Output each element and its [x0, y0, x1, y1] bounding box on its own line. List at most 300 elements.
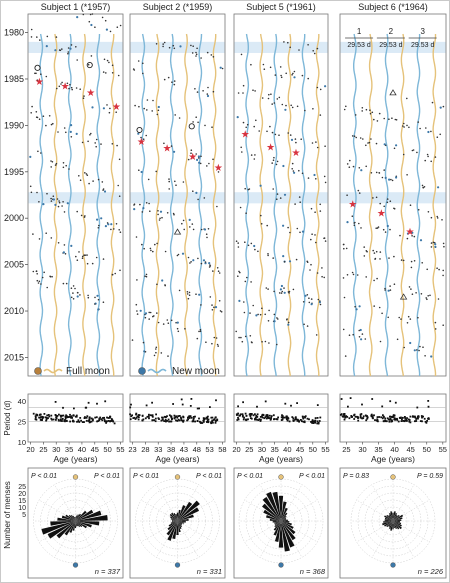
menses-dot [299, 196, 301, 198]
menses-dot [425, 297, 427, 299]
period-point [161, 417, 163, 419]
menses-dot [43, 115, 45, 117]
menses-dot [158, 322, 160, 324]
p-value-left: P < 0.01 [31, 473, 58, 480]
menses-dot [97, 308, 99, 310]
period-point [101, 419, 103, 421]
menses-dot [272, 132, 274, 134]
menses-dot [252, 89, 254, 91]
panel-title: Subject 5 (*1961) [246, 2, 316, 12]
menses-dot [179, 45, 181, 47]
period-point [281, 419, 283, 421]
menses-dot [443, 106, 445, 108]
period-tick-label: 25 [17, 417, 26, 427]
menses-dot [397, 339, 399, 341]
period-point [269, 417, 271, 419]
menses-dot [251, 341, 253, 343]
menses-dot [422, 346, 424, 348]
period-point [300, 419, 302, 421]
period-point [237, 405, 239, 407]
menses-dot [189, 226, 191, 228]
menses-dot [345, 355, 347, 357]
menses-dot [268, 310, 270, 312]
menses-dot [56, 36, 58, 38]
menses-dot [314, 53, 316, 55]
period-point [55, 401, 57, 403]
period-point [380, 416, 382, 418]
menses-dot [278, 134, 280, 136]
period-point [148, 416, 150, 418]
menses-dot [343, 277, 345, 279]
period-point [250, 417, 252, 419]
menses-dot [272, 188, 274, 190]
age-axis-label: Age (years) [155, 454, 200, 464]
menses-dot [289, 291, 291, 293]
menses-dot [89, 21, 91, 23]
age-tick-label: 40 [283, 445, 292, 454]
period-point [396, 419, 398, 421]
menses-dot [361, 110, 363, 112]
period-point [138, 414, 140, 416]
period-point [129, 413, 131, 415]
menses-dot [179, 117, 181, 119]
menses-dot [119, 270, 121, 272]
period-point [191, 417, 193, 419]
menses-dot [310, 239, 312, 241]
menses-dot [430, 355, 432, 357]
menses-dot [212, 159, 214, 161]
period-point [406, 417, 408, 419]
menses-dot [419, 346, 421, 348]
menses-dot [112, 143, 114, 145]
menses-dot [213, 307, 215, 309]
menses-dot [75, 46, 77, 48]
age-axis-label: Age (years) [53, 454, 98, 464]
menses-dot [424, 160, 426, 162]
menses-dot [373, 305, 375, 307]
menses-dot [143, 342, 145, 344]
menses-dot [189, 219, 191, 221]
period-point [302, 416, 304, 418]
menses-dot [187, 291, 189, 293]
menses-dot [356, 308, 358, 310]
menses-dot [217, 344, 219, 346]
period-point [427, 400, 429, 402]
menses-dot [282, 104, 284, 106]
period-point [146, 405, 148, 407]
period-point [344, 417, 346, 419]
year-tick-label: 2015 [3, 352, 24, 363]
menses-dot [71, 136, 73, 138]
panel-title: Subject 2 (*1959) [142, 2, 213, 12]
period-point [193, 418, 195, 420]
menses-dot [343, 329, 345, 331]
menses-dot [390, 200, 392, 202]
period-point [269, 415, 271, 417]
menses-dot [211, 304, 213, 306]
menses-dot [63, 162, 65, 164]
new-moon-marker [279, 563, 284, 568]
period-point [304, 417, 306, 419]
menses-dot [280, 66, 282, 68]
menses-dot [292, 107, 294, 109]
period-point [78, 419, 80, 421]
menses-dot [156, 284, 158, 286]
menses-dot [273, 291, 275, 293]
menses-dot [352, 215, 354, 217]
menses-dot [362, 333, 364, 335]
menses-dot [88, 64, 90, 66]
period-point [152, 416, 154, 418]
menses-dot [292, 163, 294, 165]
menses-dot [276, 344, 278, 346]
menses-dot [83, 97, 85, 99]
menses-dot [403, 123, 405, 125]
period-point [36, 419, 38, 421]
raster-panels [4, 2, 446, 377]
menses-dot [384, 289, 386, 291]
menses-dot [168, 188, 170, 190]
menses-dot [200, 331, 202, 333]
period-point [215, 416, 217, 418]
menses-dot [281, 292, 283, 294]
menses-dot [46, 45, 48, 47]
period-point [378, 416, 380, 418]
menses-dot [56, 88, 58, 90]
menses-dot [376, 278, 378, 280]
menses-dot [30, 112, 32, 114]
menses-dot [254, 154, 256, 156]
menses-dot [112, 72, 114, 74]
new-moon-marker [73, 563, 78, 568]
menses-dot [440, 107, 442, 109]
menses-dot [182, 253, 184, 255]
menses-dot [82, 257, 84, 259]
period-point [148, 414, 150, 416]
menses-dot [61, 205, 63, 207]
menses-dot [63, 251, 65, 253]
period-point [181, 399, 183, 401]
menses-dot [141, 244, 143, 246]
menses-dot [40, 73, 42, 75]
menses-dot [359, 305, 361, 307]
period-point [415, 420, 417, 422]
menses-dot [114, 273, 116, 275]
menses-dot [308, 297, 310, 299]
period-point [213, 419, 215, 421]
period-point [315, 417, 317, 419]
period-point [152, 414, 154, 416]
menses-dot [145, 351, 147, 353]
menses-dot [420, 239, 422, 241]
menses-dot [39, 118, 41, 120]
menses-dot [438, 298, 440, 300]
menses-dot [325, 240, 327, 242]
menses-dot [45, 125, 47, 127]
period-tick-label: 10 [17, 438, 26, 447]
menses-dot [236, 240, 238, 242]
menses-dot [242, 341, 244, 343]
menses-dot [238, 246, 240, 248]
period-point [402, 417, 404, 419]
menses-dot [286, 319, 288, 321]
full-moon-marker [279, 475, 284, 480]
menses-dot [273, 157, 275, 159]
menses-dot [137, 313, 139, 315]
period-point [142, 420, 144, 422]
menses-dot [302, 75, 304, 77]
menses-dot [249, 312, 251, 314]
menses-dot [211, 343, 213, 345]
menses-dot [71, 87, 73, 89]
menses-dot [57, 131, 59, 133]
menses-dot [352, 135, 354, 137]
menses-dot [168, 77, 170, 79]
menses-dot [319, 204, 321, 206]
period-point [382, 417, 384, 419]
menses-dot [354, 222, 356, 224]
menses-dot [42, 203, 44, 205]
menses-dot [136, 236, 138, 238]
menses-dot [192, 223, 194, 225]
period-point [96, 403, 98, 405]
menses-dot [384, 288, 386, 290]
menses-dot [118, 229, 120, 231]
menses-dot [56, 163, 58, 165]
menses-dot [63, 167, 65, 169]
cycle-header: 1 [356, 27, 362, 36]
menses-dot [47, 36, 49, 38]
period-point [210, 417, 212, 419]
menses-dot [91, 106, 93, 108]
period-point [341, 413, 343, 415]
menses-dot [207, 87, 209, 89]
period-point [277, 419, 279, 421]
menses-dot [360, 338, 362, 340]
menses-dot [164, 79, 166, 81]
period-point [97, 420, 99, 422]
menses-dot [401, 259, 403, 261]
menses-dot [70, 245, 72, 247]
menses-dot [391, 117, 393, 119]
period-point [418, 415, 420, 417]
menses-dot [362, 138, 364, 140]
period-point [42, 417, 44, 419]
menses-dot [202, 90, 204, 92]
menses-dot [174, 48, 176, 50]
menses-dot [407, 322, 409, 324]
menses-dot [428, 211, 430, 213]
menses-dot [267, 253, 269, 255]
period-point [33, 413, 35, 415]
menses-dot [247, 124, 249, 126]
star-marker: ★ [348, 199, 358, 211]
menses-dot [374, 258, 376, 260]
menses-dot [367, 142, 369, 144]
age-tick-label: 45 [406, 445, 415, 454]
year-tick-label: 2010 [3, 306, 24, 317]
menses-dot [287, 132, 289, 134]
menses-dot [273, 159, 275, 161]
menses-dot [422, 187, 424, 189]
menses-dot [58, 206, 60, 208]
menses-dot [46, 287, 48, 289]
menses-dot [294, 203, 296, 205]
menses-dot [34, 73, 36, 75]
menses-dot [365, 145, 367, 147]
cycle-period: 29.53 d [347, 42, 371, 49]
new-moon-swatch [139, 368, 146, 375]
menses-dot [418, 350, 420, 352]
menses-dot [314, 234, 316, 236]
age-tick-label: 50 [308, 445, 317, 454]
period-point [319, 420, 321, 422]
period-point [91, 418, 93, 420]
menses-dot [300, 138, 302, 140]
menses-dot [90, 14, 92, 16]
menses-dot [374, 252, 376, 254]
menses-dot [36, 273, 38, 275]
menses-dot [388, 118, 390, 120]
menses-dot [293, 172, 295, 174]
menses-dot [260, 215, 262, 217]
menses-dot [266, 225, 268, 227]
period-point [265, 415, 267, 417]
menses-dot [317, 272, 319, 274]
menses-dot [152, 100, 154, 102]
menses-dot [381, 313, 383, 315]
menses-dot [146, 274, 148, 276]
period-point [238, 419, 240, 421]
menses-dot [281, 285, 283, 287]
age-tick-label: 58 [218, 445, 227, 454]
period-point [208, 419, 210, 421]
age-axis-label: Age (years) [259, 454, 303, 464]
cycle-period: 29.53 d [379, 42, 403, 49]
menses-dot [359, 192, 361, 194]
age-tick-label: 23 [128, 445, 137, 454]
menses-dot [439, 134, 441, 136]
period-point [86, 420, 88, 422]
menses-dot [434, 246, 436, 248]
menses-dot [376, 172, 378, 174]
menses-dot [370, 113, 372, 115]
period-point [161, 420, 163, 422]
menses-dot [421, 293, 423, 295]
period-point [171, 418, 173, 420]
menses-dot [68, 168, 70, 170]
menses-dot [317, 147, 319, 149]
menses-dot [282, 165, 284, 167]
period-point [171, 421, 173, 423]
menses-dot [201, 229, 203, 231]
period-point [365, 419, 367, 421]
menses-dot [109, 108, 111, 110]
menses-dot [369, 109, 371, 111]
menses-dot [156, 347, 158, 349]
menses-dot [103, 107, 105, 109]
period-point [58, 414, 60, 416]
menses-dot [145, 312, 147, 314]
menses-dot [61, 48, 63, 50]
menses-dot [86, 173, 88, 175]
menses-dot [212, 309, 214, 311]
period-point [273, 418, 275, 420]
menses-dot [434, 243, 436, 245]
period-point [46, 417, 48, 419]
menses-dot [394, 148, 396, 150]
menses-dot [352, 272, 354, 274]
menses-dot [366, 250, 368, 252]
menses-dot [406, 174, 408, 176]
menses-dot [308, 177, 310, 179]
menses-dot [412, 293, 414, 295]
menses-dot [243, 122, 245, 124]
period-point [69, 421, 71, 423]
menses-dot [270, 67, 272, 69]
menses-dot [67, 53, 69, 55]
menses-dot [120, 231, 122, 233]
period-point [163, 420, 165, 422]
period-point [46, 415, 48, 417]
menses-dot [240, 337, 242, 339]
period-point [170, 417, 172, 419]
menses-dot [244, 312, 246, 314]
age-tick-label: 20 [232, 445, 241, 454]
menses-dot [46, 193, 48, 195]
menses-dot [427, 131, 429, 133]
menses-dot [165, 251, 167, 253]
menses-dot [218, 270, 220, 272]
menses-dot [299, 232, 301, 234]
rose-tick-label: 15 [18, 498, 26, 505]
menses-dot [71, 287, 73, 289]
menses-dot [293, 76, 295, 78]
menses-dot [360, 169, 362, 171]
menses-dot [380, 341, 382, 343]
menses-dot [279, 97, 281, 99]
menses-dot [389, 285, 391, 287]
star-marker: ★ [60, 81, 70, 93]
menses-dot [192, 45, 194, 47]
age-tick-label: 45 [90, 445, 99, 454]
menses-dot [86, 254, 88, 256]
menses-dot [269, 126, 271, 128]
menses-dot [206, 233, 208, 235]
menses-dot [63, 283, 65, 285]
menses-dot [430, 131, 432, 133]
menses-dot [357, 274, 359, 276]
period-point [399, 417, 401, 419]
menses-dot [309, 302, 311, 304]
menses-dot [183, 220, 185, 222]
period-point [194, 421, 196, 423]
period-point [80, 420, 82, 422]
menses-dot [162, 46, 164, 48]
menses-dot [238, 300, 240, 302]
menses-dot [258, 130, 260, 132]
menses-dot [297, 106, 299, 108]
menses-dot [372, 197, 374, 199]
menses-dot [414, 260, 416, 262]
menses-dot [33, 271, 35, 273]
menses-dot [253, 245, 255, 247]
menses-dot [83, 95, 85, 97]
period-point [366, 415, 368, 417]
menses-dot [152, 251, 154, 253]
menses-dot [288, 322, 290, 324]
menses-dot [73, 298, 75, 300]
